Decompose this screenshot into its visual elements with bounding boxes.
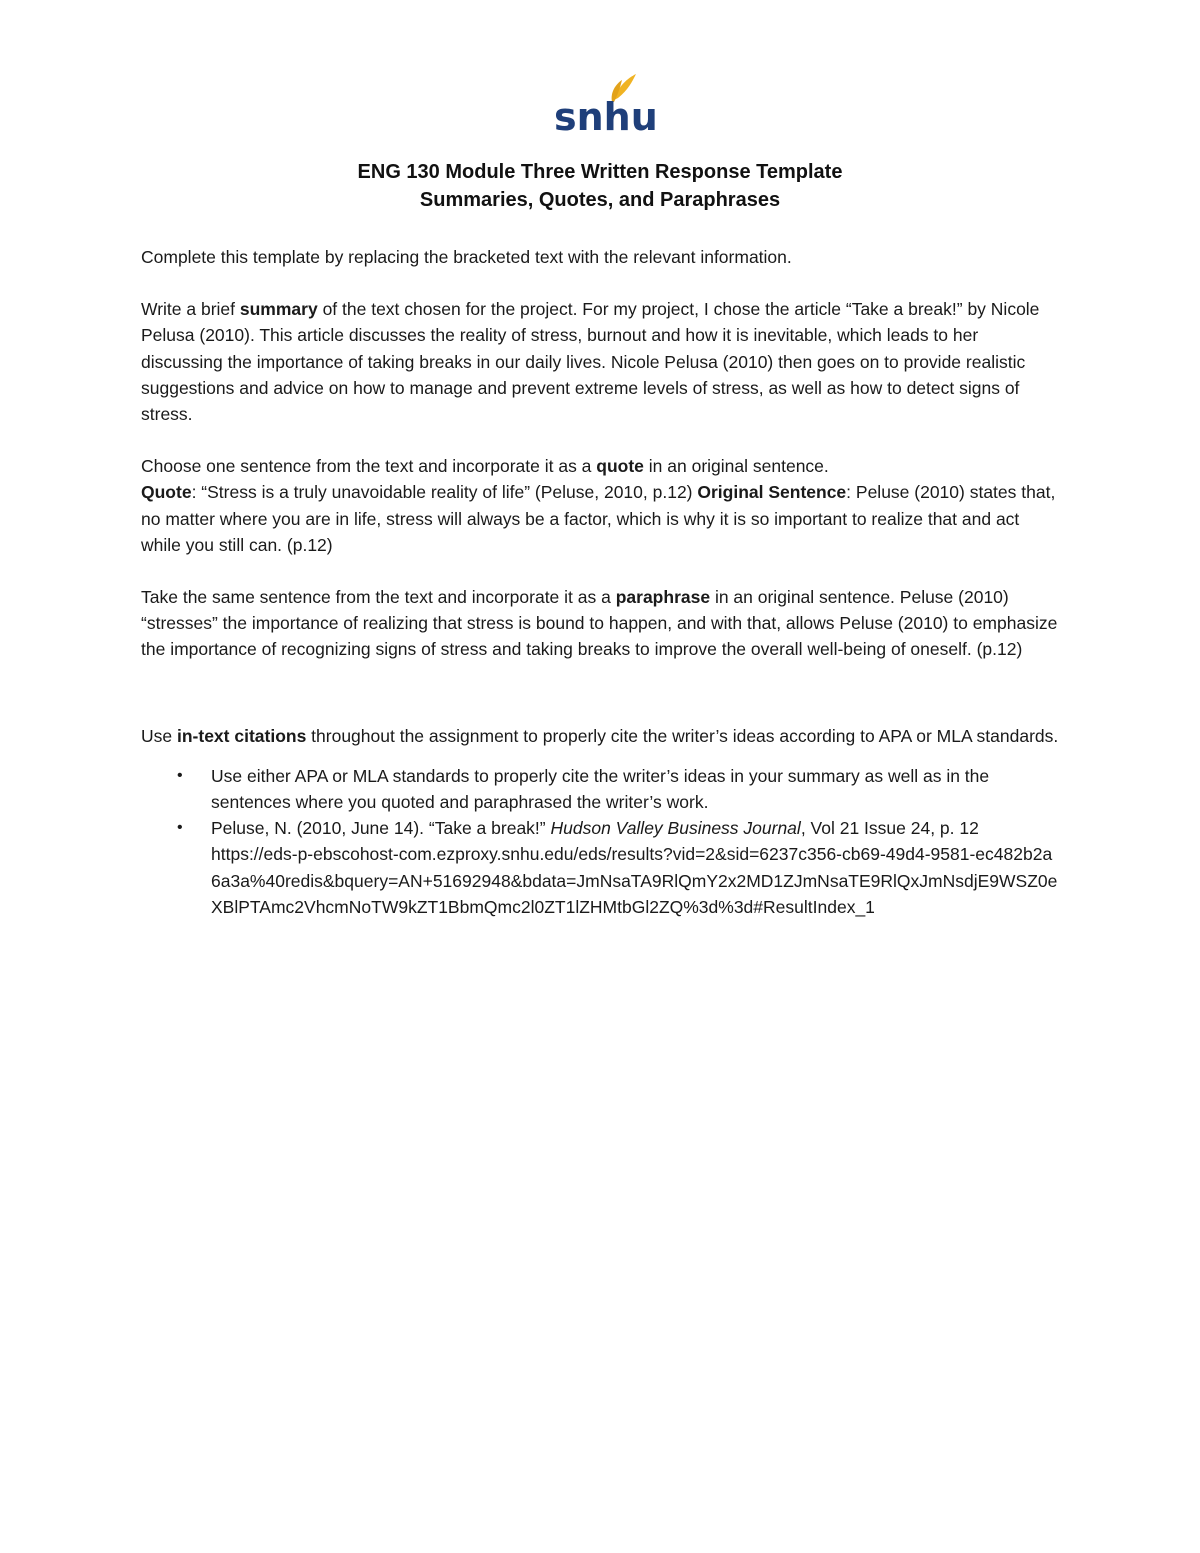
quote-paragraph [141, 479, 1061, 558]
summary-paragraph [141, 296, 1061, 427]
paraphrase-paragraph [141, 584, 1061, 663]
list-item [141, 763, 1061, 815]
list-item [141, 815, 1061, 920]
citations-text: throughout the assignment to properly cite the writer’s ideas according to APA or MLA standards. [306, 725, 1059, 746]
reference-url[interactable]: https://eds-p-ebscohost-com.ezproxy.snhu.edu/eds/results?vid=2&sid=6237c356-cb69-49d4-9581-ec482b2a6a3a%40redis&bquery=AN+51692948&bdata=JmNsaTA9RlQmY2x2MD1ZJmNsaTE9RlQxJmNsdjE9WSZ0eXBlPTAmc2VhcmNoTW9kZT1BbmQmc2l0ZT1lZHMtbGl2ZQ%3d%3d#ResultIndex_1 [211, 844, 1058, 917]
quote-prompt [141, 453, 1061, 479]
document-titles [0, 158, 1200, 214]
paraphrase-text: in an original sentence. Peluse (2010) “stresses” the importance of realizing that stress is bound to happen, and with that, allows Peluse (2010) to emphasize the importance of recognizing signs of stress and taking breaks to improve the overall well-being of oneself. (p.12) [141, 587, 1058, 660]
summary-prefix: Write a brief [141, 299, 240, 320]
bullet-icon: • [177, 819, 183, 837]
document-subtitle: Summaries, Quotes, and Paraphrases [419, 189, 781, 211]
paraphrase-keyword: paraphrase [615, 587, 711, 608]
original-sentence-label: Original Sentence [697, 482, 847, 503]
reference-prefix: Peluse, N. (2010, June 14). “Take a break!” [211, 818, 551, 839]
snhu-logo [552, 72, 658, 139]
bullet-icon: • [177, 766, 183, 784]
quote-keyword: quote [596, 456, 644, 477]
snhu-leaf-logo-icon [552, 72, 658, 139]
quote-prompt-prefix: Choose one sentence from the text and incorporate it as a [141, 456, 597, 477]
document-title: ENG 130 Module Three Written Response Template [357, 161, 843, 183]
document-body [141, 244, 1061, 920]
intro-paragraph: Complete this template by replacing the bracketed text with the relevant information. [141, 247, 792, 267]
citations-paragraph [141, 723, 1061, 749]
citations-keyword: in-text citations [176, 725, 307, 746]
summary-text: of the text chosen for the project. For my project, I chose the article “Take a break!” by Nicole Pelusa (2010). This article discusses the reality of stress, burnout and how it is inevitable, which leads to her discussing the importance of taking breaks in our daily lives. Nicole Pelusa (2010) then goes on to provide realistic suggestions and advice on how to manage and prevent extreme levels of stress, as well as how to detect signs of stress. [141, 299, 1040, 425]
quote-text: : “Stress is a truly unavoidable reality of life” (Peluse, 2010, p.12) [191, 482, 698, 503]
quote-prompt-suffix: in an original sentence. [643, 456, 829, 477]
reference-suffix: , Vol 21 Issue 24, p. 12 [800, 818, 979, 839]
bullet-text: Use either APA or MLA standards to properly cite the writer’s ideas in your summary as well as in the sentences where you quoted and paraphrased the writer’s work. [211, 765, 990, 813]
original-sentence-text: : Peluse (2010) states that, no matter where you are in life, stress will always be a factor, which is why it is so important to realize that and act while you still can. (p.12) [141, 482, 1056, 555]
summary-keyword: summary [239, 299, 318, 320]
quote-label: Quote [141, 482, 192, 503]
citations-prefix: Use [141, 725, 177, 746]
paraphrase-prefix: Take the same sentence from the text and incorporate it as a [141, 587, 616, 608]
logo-wordmark: snhu [554, 95, 658, 139]
citation-bullet-list [141, 763, 1061, 920]
reference-journal: Hudson Valley Business Journal [550, 818, 801, 839]
